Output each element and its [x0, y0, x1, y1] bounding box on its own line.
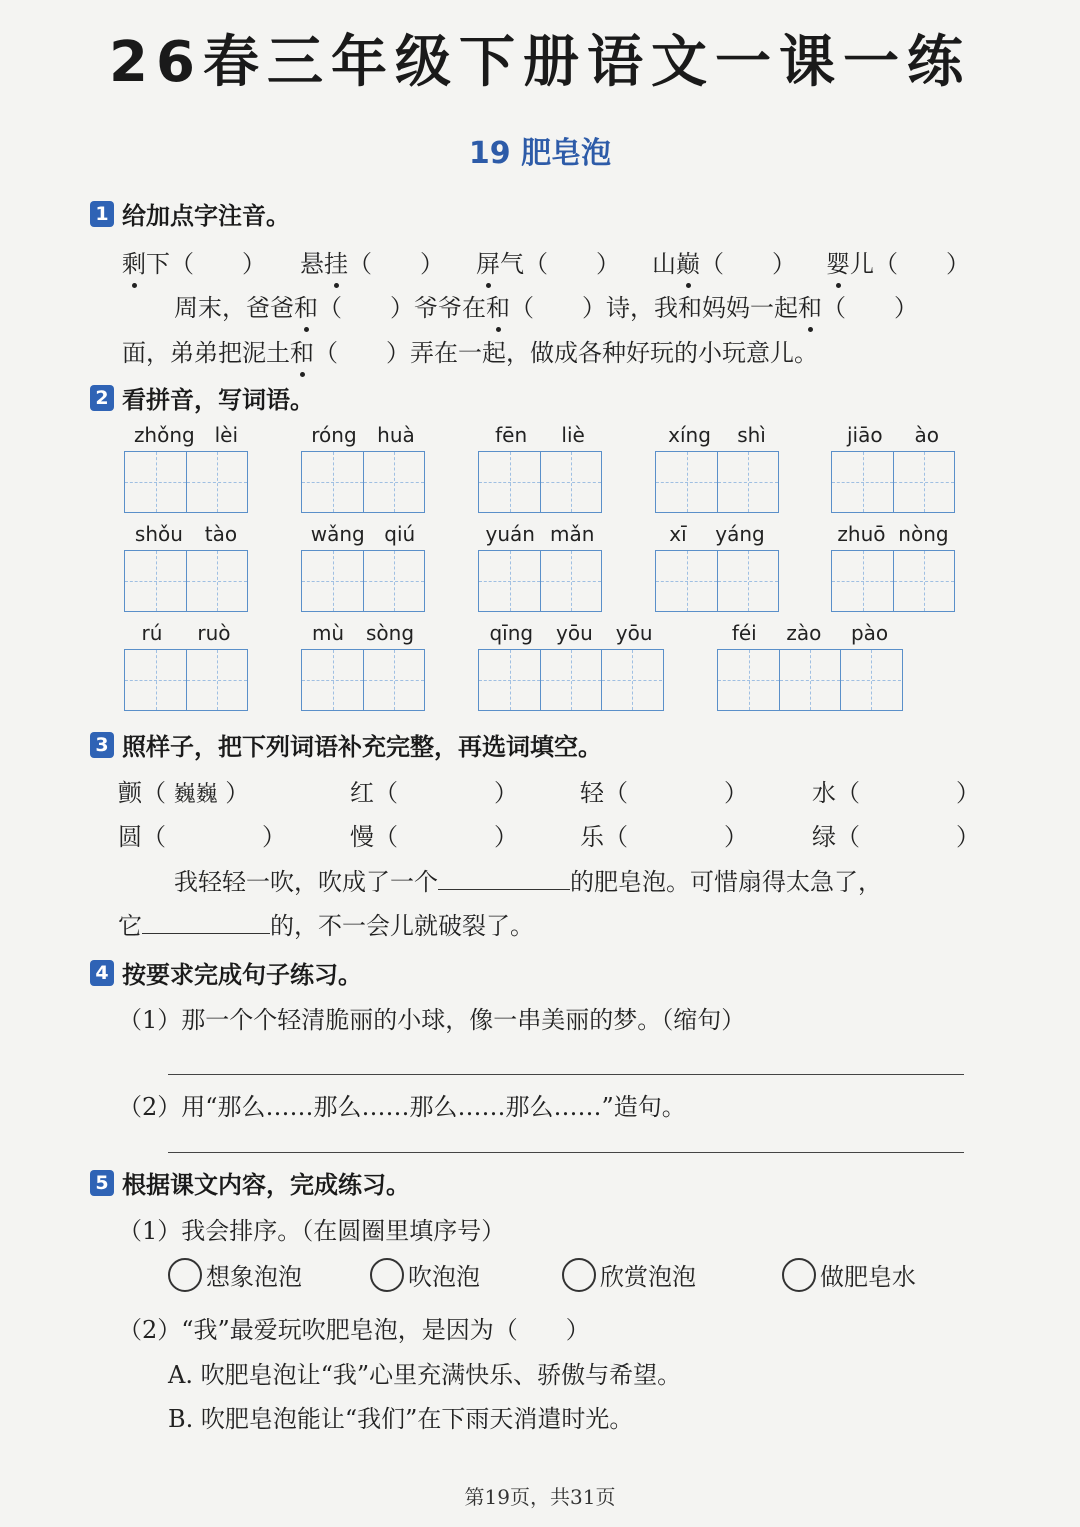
answer-line[interactable] [168, 1074, 964, 1075]
section-title: 给加点字注音。 [122, 202, 290, 230]
order-option [782, 1257, 916, 1292]
section-number: 1 [90, 201, 114, 227]
section-number: 3 [90, 732, 114, 758]
pinyin-syllable: rú [141, 621, 163, 645]
pinyin-syllable: ào [914, 423, 940, 447]
grid-cell[interactable] [302, 551, 363, 611]
section-title: 按要求完成句子练习。 [122, 961, 362, 989]
section-4-heading [90, 955, 362, 990]
pinyin-syllable: yáng [715, 522, 765, 546]
page-title: 26春三年级下册语文一课一练 [109, 30, 971, 95]
pinyin-syllable: lèi [214, 423, 239, 447]
section-title: 看拼音，写词语。 [122, 386, 314, 414]
section-1-word: 婴儿（ ） [826, 244, 970, 279]
section-number: 4 [90, 960, 114, 986]
pinyin-syllable: wǎng [310, 522, 365, 546]
option-label: 欣赏泡泡 [600, 1263, 696, 1291]
pinyin-syllable: qīng [489, 621, 534, 645]
fill-sentence [118, 906, 534, 941]
section-number: 5 [90, 1170, 114, 1196]
text: 的肥皂泡。可惜扇得太急了， [570, 868, 882, 896]
grid-cell[interactable] [779, 650, 840, 710]
word-char: 颤 [118, 779, 142, 807]
pinyin-group [478, 522, 602, 612]
question-text: （2）用“那么……那么……那么……那么……”造句。 [118, 1093, 686, 1121]
grid-cell[interactable] [186, 452, 247, 512]
dotted-char: 和 [798, 288, 822, 323]
pinyin-syllable: yuán [485, 522, 535, 546]
text: 面，弟弟把泥土 [122, 339, 290, 367]
blank-line[interactable] [142, 911, 270, 934]
option-label: 做肥皂水 [820, 1263, 916, 1291]
fill-word[interactable]: 慢（ ） [350, 823, 518, 851]
grid-cell[interactable] [832, 551, 893, 611]
grid-cell[interactable] [125, 452, 186, 512]
order-circle[interactable] [168, 1258, 202, 1292]
section-1-word: 剩下（ ） [122, 244, 266, 279]
word-char: 红 [350, 779, 374, 807]
pinyin-syllable: féi [731, 621, 757, 645]
section-title: 照样子，把下列词语补充完整，再选词填空。 [122, 733, 602, 761]
fill-word[interactable]: 绿（ ） [812, 823, 980, 851]
dotted-char: 挂 [324, 244, 348, 279]
fill-sentence [174, 862, 882, 897]
writing-grid[interactable] [478, 550, 602, 612]
grid-cell[interactable] [186, 551, 247, 611]
writing-grid[interactable] [124, 451, 248, 513]
writing-grid[interactable] [655, 451, 779, 513]
grid-cell[interactable] [302, 650, 363, 710]
section-2-heading [90, 380, 314, 415]
pinyin-syllable: sòng [366, 621, 415, 645]
pinyin-group [655, 423, 779, 513]
section-5-heading [90, 1165, 410, 1200]
dotted-char: 和 [486, 288, 510, 323]
grid-cell[interactable] [832, 452, 893, 512]
answer-line[interactable] [168, 1152, 964, 1153]
pinyin-syllable: shǒu [134, 522, 183, 546]
dotted-char: 婴 [826, 244, 850, 279]
grid-cell[interactable] [840, 650, 901, 710]
section-1-word: 山巅（ ） [652, 244, 796, 279]
text: （ ）弄在一起，做成各种好玩的小玩意儿。 [314, 339, 818, 367]
writing-grid[interactable] [478, 649, 664, 711]
pinyin-group [655, 522, 779, 612]
section-1-word: 屏气（ ） [476, 244, 620, 279]
pinyin-syllable: pào [850, 621, 889, 645]
dotted-char: 巅 [676, 244, 700, 279]
text: 它 [118, 912, 142, 940]
grid-cell[interactable] [186, 650, 247, 710]
pinyin-syllable: tào [204, 522, 238, 546]
lesson-title: 19 肥皂泡 [468, 136, 612, 171]
text: （ ） [822, 294, 918, 322]
grid-cell[interactable] [363, 452, 424, 512]
pinyin-group [124, 621, 248, 711]
grid-cell[interactable] [540, 452, 601, 512]
section-1-heading [90, 196, 290, 231]
text: （ ）诗，我和妈妈一起 [510, 294, 798, 322]
pinyin-syllable: zhǒng [133, 423, 195, 447]
pinyin-group [717, 621, 903, 711]
grid-cell[interactable] [363, 551, 424, 611]
text: 周末，爸爸 [174, 294, 294, 322]
pinyin-group [478, 621, 664, 711]
pinyin-group [124, 522, 248, 612]
order-option [562, 1257, 696, 1292]
pinyin-group [478, 423, 602, 513]
pinyin-syllable: huà [377, 423, 415, 447]
writing-grid[interactable] [478, 451, 602, 513]
pinyin-syllable: yōu [556, 621, 593, 645]
order-circle[interactable] [782, 1258, 816, 1292]
fill-word[interactable]: 乐（ ） [580, 823, 748, 851]
word-char: 圆 [118, 823, 142, 851]
grid-cell[interactable] [540, 650, 601, 710]
grid-cell[interactable] [125, 650, 186, 710]
word-char: 悬 [300, 250, 324, 278]
pinyin-syllable: ruò [197, 621, 231, 645]
writing-grid[interactable] [301, 550, 425, 612]
fill-word: 颤（ 巍巍 ） [118, 779, 250, 807]
word-char: 乐 [580, 823, 604, 851]
grid-cell[interactable] [125, 551, 186, 611]
word-char: 水 [812, 779, 836, 807]
writing-grid[interactable] [124, 649, 248, 711]
pinyin-syllable: nòng [898, 522, 949, 546]
dotted-char: 剩 [122, 244, 146, 279]
blank-line[interactable] [438, 867, 570, 890]
option-label: 吹泡泡 [408, 1263, 480, 1291]
word-char: 轻 [580, 779, 604, 807]
grid-cell[interactable] [479, 650, 540, 710]
dotted-char: 和 [294, 288, 318, 323]
page-number: 第19页，共31页 [464, 1485, 616, 1509]
pinyin-group [301, 621, 425, 711]
pinyin-syllable: jiāo [846, 423, 883, 447]
grid-cell[interactable] [540, 551, 601, 611]
writing-grid[interactable] [301, 649, 425, 711]
text: 的，不一会儿就破裂了。 [270, 912, 534, 940]
pinyin-syllable: zào [786, 621, 822, 645]
pinyin-syllable: liè [561, 423, 585, 447]
pinyin-group [124, 423, 248, 513]
pinyin-syllable: yōu [615, 621, 653, 645]
grid-cell[interactable] [302, 452, 363, 512]
grid-cell[interactable] [363, 650, 424, 710]
word-char: 绿 [812, 823, 836, 851]
section-3-heading [90, 727, 602, 762]
writing-grid[interactable] [831, 451, 955, 513]
order-circle[interactable] [562, 1258, 596, 1292]
choice-a[interactable]: A. 吹肥皂泡让“我”心里充满快乐、骄傲与希望。 [168, 1361, 682, 1389]
fill-word[interactable]: 圆（ ） [118, 823, 286, 851]
grid-cell[interactable] [601, 650, 662, 710]
grid-cell[interactable] [656, 551, 717, 611]
section-1-word: 悬挂（ ） [300, 244, 444, 279]
grid-cell[interactable] [656, 452, 717, 512]
section-number: 2 [90, 385, 114, 411]
dotted-char: 和 [290, 333, 314, 368]
text: （ ）爷爷在 [318, 294, 486, 322]
grid-cell[interactable] [717, 551, 778, 611]
pinyin-syllable: mù [311, 621, 345, 645]
fill-word[interactable]: 轻（ ） [580, 779, 748, 807]
fill-word[interactable]: 红（ ） [350, 779, 518, 807]
pinyin-syllable: zhuō [837, 522, 886, 546]
text: 我轻轻一吹，吹成了一个 [174, 868, 438, 896]
choice-b[interactable]: B. 吹肥皂泡能让“我们”在下雨天消遣时光。 [168, 1405, 634, 1433]
writing-grid[interactable] [655, 550, 779, 612]
grid-cell[interactable] [717, 452, 778, 512]
dotted-char: 屏 [476, 244, 500, 279]
order-option [168, 1257, 302, 1292]
writing-grid[interactable] [717, 649, 903, 711]
pinyin-group [301, 522, 425, 612]
grid-cell[interactable] [479, 452, 540, 512]
pinyin-syllable: xī [669, 522, 687, 546]
order-circle[interactable] [370, 1258, 404, 1292]
writing-grid[interactable] [831, 550, 955, 612]
pinyin-syllable: qiú [384, 522, 416, 546]
question-text: （2）“我”最爱玩吹肥皂泡，是因为（ ） [118, 1316, 590, 1344]
word-char: 慢 [350, 823, 374, 851]
word-char: 山 [652, 250, 676, 278]
pinyin-syllable: xíng [668, 423, 711, 447]
section-1-passage-line [122, 333, 818, 368]
word-char: 气 [500, 250, 524, 278]
word-char: 下 [146, 250, 170, 278]
pinyin-syllable: róng [311, 423, 357, 447]
question-text: （1）我会排序。（在圆圈里填序号） [118, 1217, 506, 1245]
section-1-passage-line [174, 288, 918, 323]
grid-cell[interactable] [718, 650, 779, 710]
writing-grid[interactable] [124, 550, 248, 612]
pinyin-group [301, 423, 425, 513]
word-char: 儿 [850, 250, 874, 278]
pinyin-syllable: shì [737, 423, 766, 447]
grid-cell[interactable] [893, 551, 954, 611]
pinyin-group [831, 522, 955, 612]
question-text: （1）那一个个轻清脆丽的小球，像一串美丽的梦。（缩句） [118, 1006, 746, 1034]
pinyin-group [831, 423, 955, 513]
writing-grid[interactable] [301, 451, 425, 513]
option-label: 想象泡泡 [206, 1263, 302, 1291]
pinyin-syllable: fēn [495, 423, 528, 447]
grid-cell[interactable] [479, 551, 540, 611]
grid-cell[interactable] [893, 452, 954, 512]
example-answer: 巍巍 [173, 782, 218, 807]
order-option [370, 1257, 480, 1292]
fill-word[interactable]: 水（ ） [812, 779, 980, 807]
section-title: 根据课文内容，完成练习。 [122, 1171, 410, 1199]
pinyin-syllable: mǎn [550, 522, 595, 546]
